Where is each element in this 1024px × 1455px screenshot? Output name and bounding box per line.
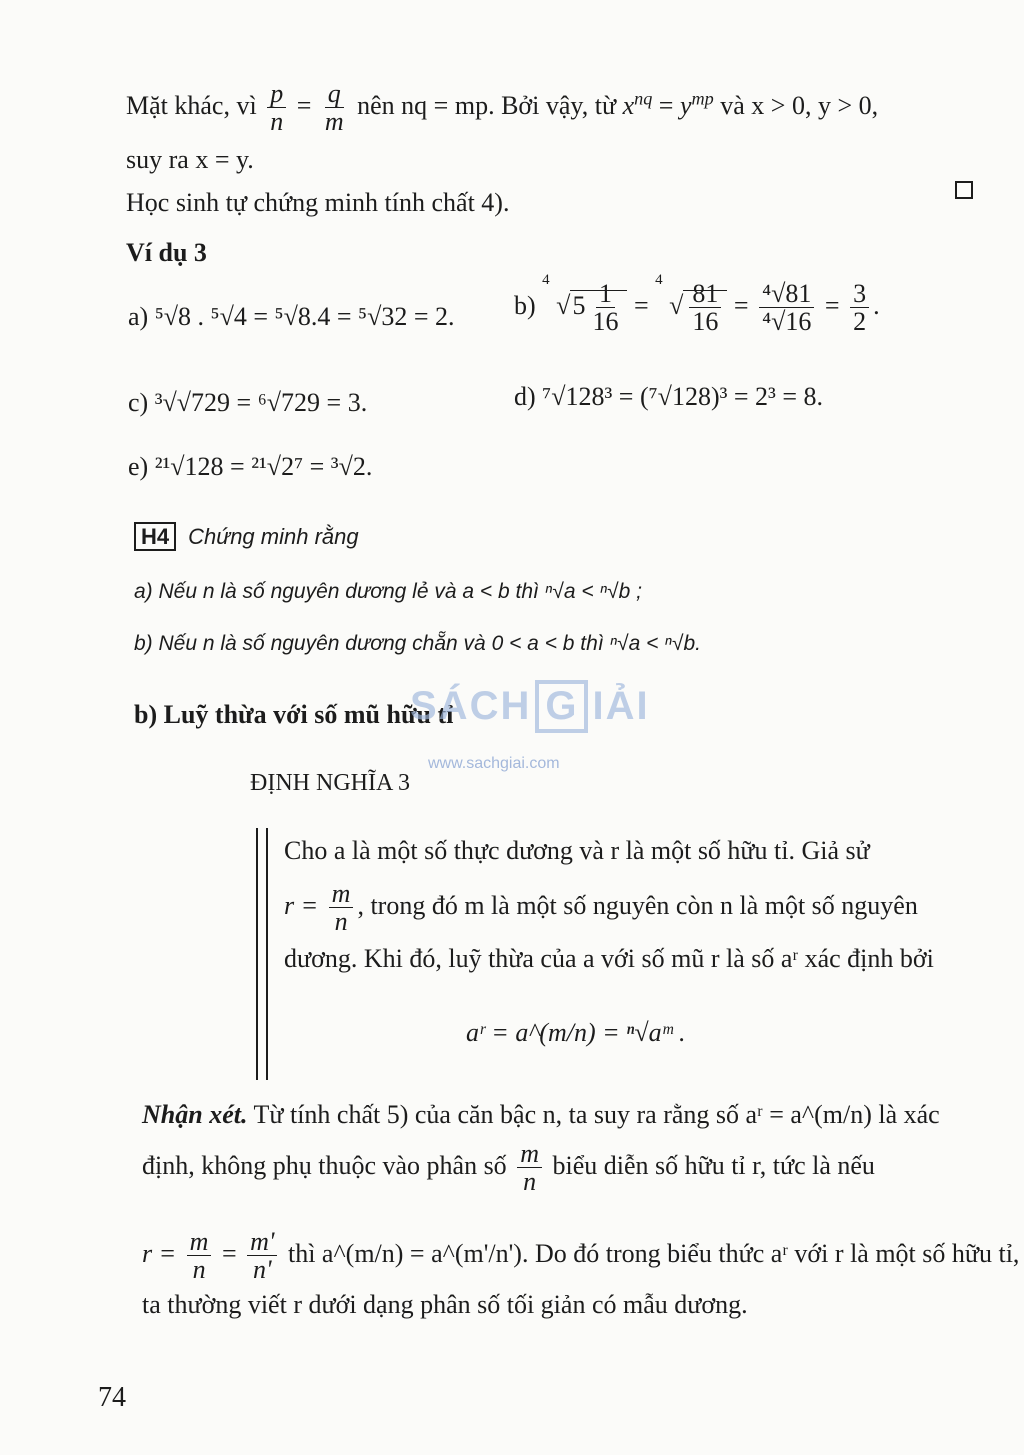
remark-line-4: ta thường viết r dưới dạng phân số tối giản có mẫu dương. [142, 1290, 748, 1319]
definition-line-1: Cho a là một số thực dương và r là một số hữu tỉ. Giả sử [284, 836, 870, 865]
qed-square-icon [955, 181, 973, 199]
definition-line-3: dương. Khi đó, luỹ thừa của a với số mũ r là số aʳ xác định bởi [284, 944, 934, 973]
paragraph-line-1: Mặt khác, vì $\frac{p}{n}$ = $\frac{q}{m}$ nên nq = mp. Bởi vậy, từ $x^{nq} = y^{mp}$ và x > 0, y > 0, [126, 79, 879, 137]
remark-line-1: Nhận xét. Từ tính chất 5) của căn bậc n, ta suy ra rằng số aʳ = a^(m/n) là xác [142, 1100, 940, 1129]
example-e: e) ²¹√128 = ²¹√2⁷ = ³√2. [128, 452, 373, 481]
paragraph-line-2: suy ra x = y. [126, 145, 254, 174]
fourth-root: 4 √5 $\frac{1}{16}$ [542, 280, 627, 336]
definition-formula: aʳ = a^(m/n) = ⁿ√aᵐ . [466, 1018, 686, 1047]
example-c: c) ³√√729 = ⁶√729 = 3. [128, 388, 368, 417]
result-fraction: $\frac{3}{2}$ [850, 280, 869, 336]
example-3-title: Ví dụ 3 [126, 238, 207, 267]
watermark-logo: SÁCH G IẢI [410, 680, 650, 733]
definition-line-2: r = $\frac{m}{n}$ , trong đó m là một số nguyên còn n là một số nguyên [284, 879, 918, 937]
page-number: 74 [98, 1382, 126, 1413]
remark-line-3: r = $\frac{m}{n}$ = $\frac{m'}{n'}$ thì a^(m/n) = a^(m'/n'). Do đó trong biểu thức aʳ với r là một số hữu tỉ, [142, 1227, 1020, 1285]
root-ratio: $\frac{\text{⁴√81}}{\text{⁴√16}}$ [759, 280, 814, 336]
h4-item-b: b) Nếu n là số nguyên dương chẵn và 0 < a < b thì ⁿ√a < ⁿ√b. [134, 632, 701, 655]
fraction-p-over-n: $\frac{p}{n}$ [267, 80, 286, 136]
section-b-heading: b) Luỹ thừa với số mũ hữu tỉ [134, 700, 454, 729]
paragraph-line-3: Học sinh tự chứng minh tính chất 4). [126, 188, 510, 217]
h4-heading: H4 Chứng minh rằng [134, 522, 359, 551]
definition-3-title: ĐỊNH NGHĨA 3 [250, 770, 410, 796]
h4-item-a: a) Nếu n là số nguyên dương lẻ và a < b thì ⁿ√a < ⁿ√b ; [134, 580, 643, 603]
y-power: $y^{mp}$ [679, 88, 714, 120]
example-b: b) 4 √5 $\frac{1}{16}$ = 4 √ $\frac{81}{16}$ = $\frac{\text{⁴√81}}{\text{⁴√16}}$ = $\frac{3}{2}$ . [514, 272, 880, 337]
fraction-q-over-m: $\frac{q}{m}$ [324, 79, 344, 137]
watermark-url: www.sachgiai.com [428, 755, 560, 772]
definition-double-bar [256, 828, 268, 1080]
h4-label-box: H4 [134, 522, 176, 551]
example-a: a) ⁵√8 . ⁵√4 = ⁵√8.4 = ⁵√32 = 2. [128, 302, 455, 331]
x-power: $x^{nq}$ [622, 88, 653, 120]
remark-line-2: định, không phụ thuộc vào phân số $\frac{m}{n}$ biểu diễn số hữu tỉ r, tức là nếu [142, 1139, 875, 1197]
example-d: d) ⁷√128³ = (⁷√128)³ = 2³ = 8. [514, 382, 824, 411]
fourth-root-fraction: 4 √ $\frac{81}{16}$ [655, 280, 727, 336]
